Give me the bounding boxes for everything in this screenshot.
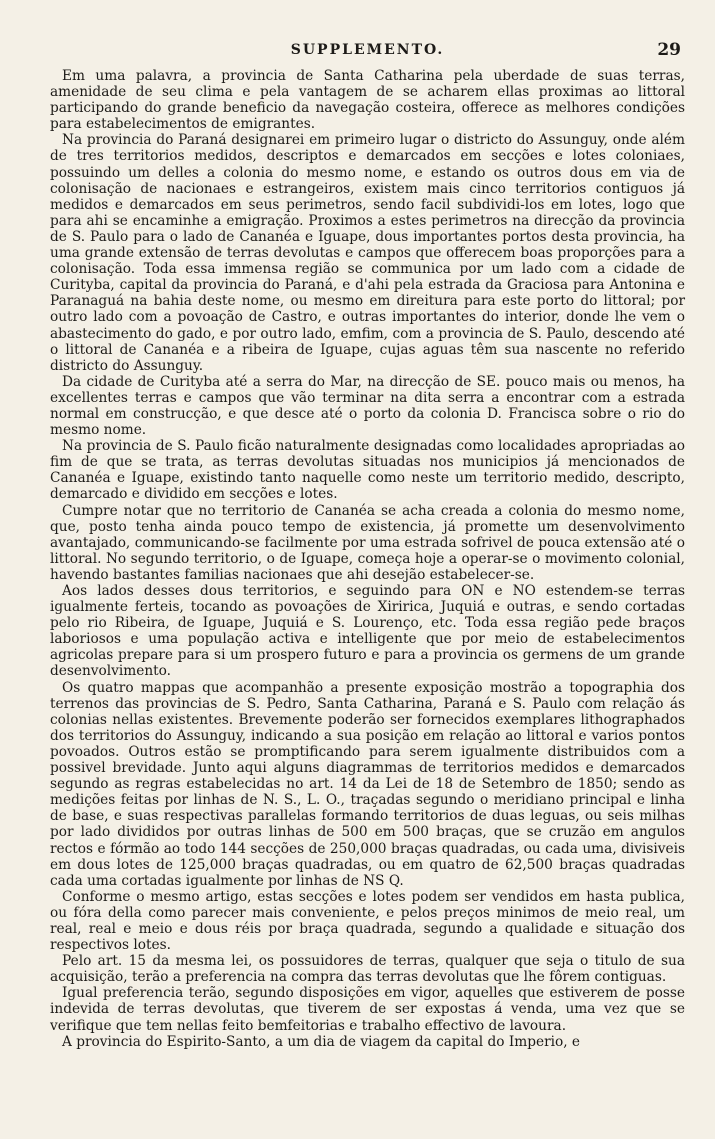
running-head: SUPPLEMENTO. [290, 42, 445, 58]
paragraph: Da cidade de Curityba até a serra do Mar, na direcção de SE. pouco mais ou menos, ha excellentes terras e campos que vão terminar na dita serra a encontrar com a estrada normal em construcção, e que desce até o porto da colonia D. Francisca sobre o rio do mesmo nome. [50, 373, 685, 439]
paragraph: Os quatro mappas que acompanhão a presente exposição mostrão a topographia dos terrenos das provincias de S. Pedro, Santa Catharina, Paraná e S. Paulo com relação ás colonias nellas existentes. Brevemente poderão ser fornecidos exemplares lithographados dos territorios do Assunguy, indicando a sua posição em relação ao littoral e varios pontos povoados. Outros estão se promptificando para serem igualmente distribuidos com a possivel brevidade. Junto aqui alguns diagrammas de territorios medidos e demarcados segundo as regras estabelecidas no art. 14 da Lei de 18 de Setembro de 1850; sendo as medições feitas por linhas de N. S., L. O., traçadas segundo o meridiano principal e linha de base, e suas respectivas parallelas formando territorios de duas leguas, ou seis milhas por lado divididos por outras linhas de 500 em 500 braças, que se cruzão em angulos rectos e fórmão ao todo 144 secções de 250,000 braças quadradas, ou cada uma, divisiveis em dous lotes de 125,000 braças quadradas, ou em quatro de 62,500 braças quadradas cada uma cortadas igualmente por linhas de NS Q. [50, 679, 685, 889]
paragraph: Pelo art. 15 da mesma lei, os possuidores de terras, qualquer que seja o titulo de sua acquisição, terão a preferencia na compra das terras devolutas que lhe fôrem contiguas. [50, 953, 685, 986]
paragraph: A provincia do Espirito-Santo, a um dia de viagem da capital do Imperio, e [62, 1033, 581, 1050]
page-number: 29 [657, 40, 681, 60]
paragraph: Conforme o mesmo artigo, estas secções e lotes podem ser vendidos em hasta publica, ou fóra della como parecer mais conveniente, e pelos preços minimos de meio real, um real, real e meio e dous réis por braça quadrada, segundo a qualidade e situação dos respectivos lotes. [50, 888, 685, 954]
body-text [50, 68, 685, 1050]
paragraph: Aos lados desses dous territorios, e seguindo para ON e NO estendem-se terras igualmente ferteis, tocando as povoações de Xiririca, Juquiá e outras, e sendo cortadas pelo rio Ribeira, de Iguape, Juquiá e S. Lourenço, etc. Toda essa região pede braços laboriosos e uma população activa e intelligente que por meio de estabelecimentos agricolas prepare para si um prospero futuro e para a provincia os germens de um grande desenvolvimento. [50, 583, 685, 680]
paragraph: Cumpre notar que no territorio de Cananéa se acha creada a colonia do mesmo nome, que, posto tenha ainda pouco tempo de existencia, já promette um desenvolvimento avantajado, communicando-se facilmente por uma estrada sofrivel de pouca extensão até o littoral. No segundo territorio, o de Iguape, começa hoje a operar-se o movimento colonial, havendo bastantes familias nacionaes que ahi desejão estabelecer-se. [50, 502, 685, 583]
page-header [50, 42, 685, 64]
paragraph: Em uma palavra, a provincia de Santa Catharina pela uberdade de suas terras, amenidade de seu clima e pela vantagem de se acharem ellas proximas ao littoral participando do grande beneficio da navegação costeira, offerece as melhores condições para estabelecimentos de emigrantes. [50, 68, 685, 133]
paragraph: Igual preferencia terão, segundo disposições em vigor, aquelles que estiverem de posse indevida de terras devolutas, que tiverem de ser expostas á venda, uma vez que se verifique que tem nellas feito bemfeitorias e trabalho effectivo de lavoura. [50, 985, 685, 1034]
paragraph: Na provincia do Paraná designarei em primeiro lugar o districto do Assunguy, onde além de tres territorios medidos, descriptos e demarcados em secções e lotes coloniaes, possuindo um delles a colonia do mesmo nome, e estando os outros dous em via de colonisação de nacionaes e estrangeiros, existem mais cinco territorios contiguos já medidos e demarcados em seus perimetros, sendo facil subdividi-los em lotes, logo que para ahi se encaminhe a emigração. Proximos a estes perimetros na direcção da provincia de S. Paulo para o lado de Cananéa e Iguape, dous importantes portos desta provincia, ha uma grande extensão de terras devolutas e campos que offerecem boas proporções para a colonisação. Toda essa immensa região se communica por um lado com a cidade de Curityba, capital da provincia do Paraná, e d'ahi pela estrada da Graciosa para Antonina e Paranaguá na bahia deste nome, ou mesmo em direitura para este porto do littoral; por outro lado com a povoação de Castro, e outras importantes do interior, donde lhe vem o abastecimento do gado, e por outro lado, emfim, com a provincia de S. Paulo, descendo até o littoral de Cananéa e a ribeira de Iguape, cujas aguas têm sua nascente no referido districto do Assunguy. [50, 132, 685, 374]
paragraph: Na provincia de S. Paulo ficão naturalmente designadas como localidades apropriadas ao fim de que se trata, as terras devolutas situadas nos municipios já mencionados de Cananéa e Iguape, existindo tanto naquelle como neste um territorio medido, descripto, demarcado e dividido em secções e lotes. [50, 438, 685, 503]
